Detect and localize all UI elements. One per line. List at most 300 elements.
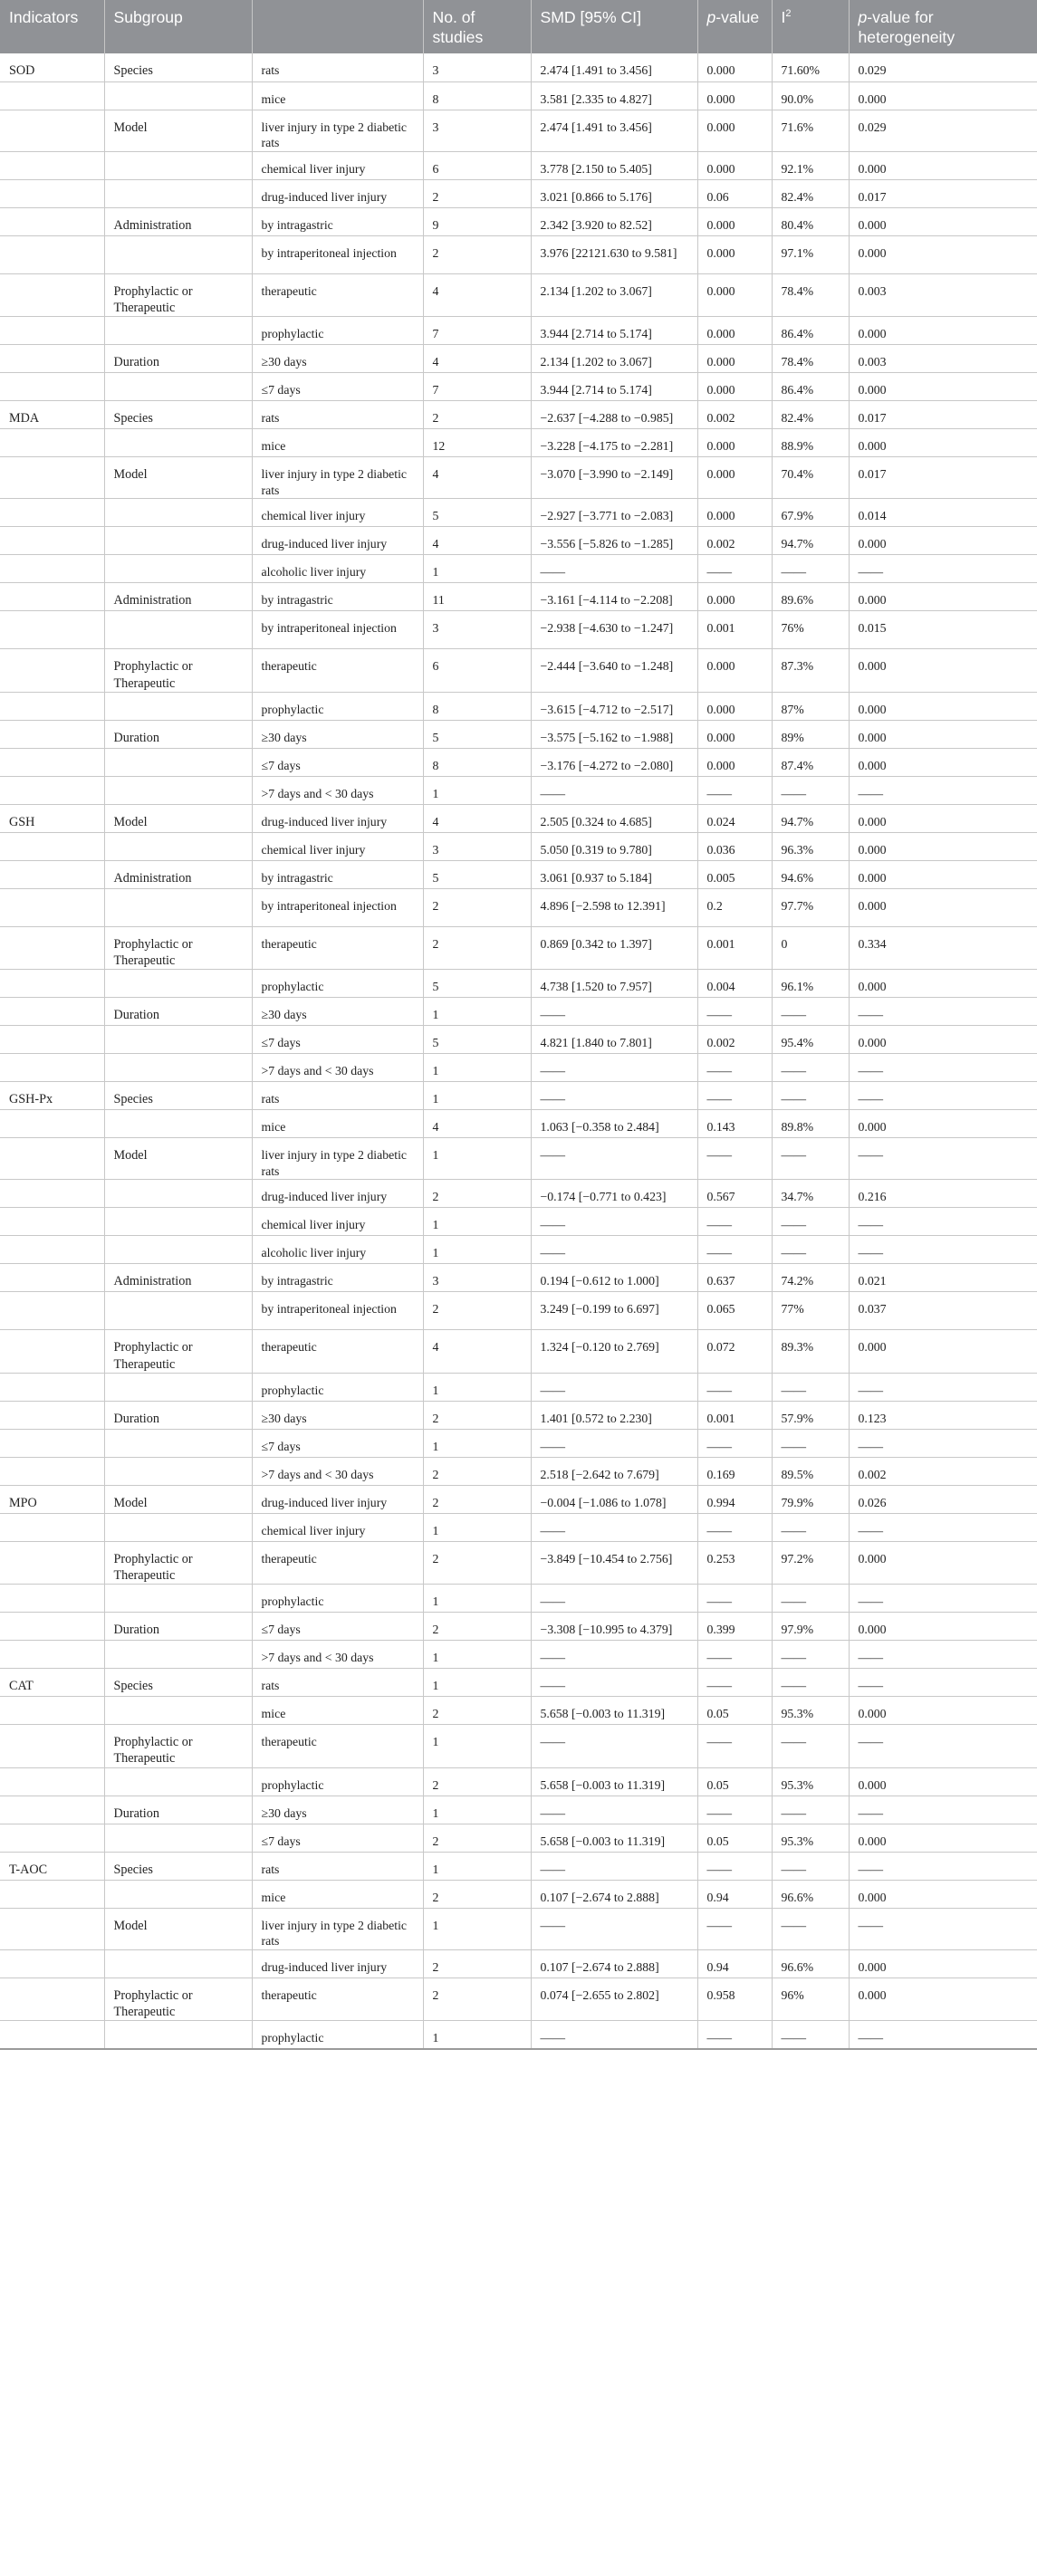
cell-p-value: 0.001 (697, 1401, 772, 1429)
cell-indicator (0, 1977, 104, 2020)
cell-level: rats (252, 1852, 423, 1880)
cell-studies: 2 (423, 1977, 531, 2020)
cell-p-value: —— (697, 1641, 772, 1669)
cell-p-value: 0.000 (697, 720, 772, 748)
cell-level: prophylactic (252, 1767, 423, 1796)
cell-smd: 2.134 [1.202 to 3.067] (531, 273, 697, 316)
cell-indicator (0, 1180, 104, 1208)
cell-smd: 0.074 [−2.655 to 2.802] (531, 1977, 697, 2020)
cell-indicator (0, 499, 104, 527)
cell-level: prophylactic (252, 317, 423, 345)
cell-i2: 89.8% (772, 1110, 849, 1138)
cell-p-value: 0.000 (697, 345, 772, 373)
cell-level: mice (252, 429, 423, 457)
cell-i2: 76% (772, 611, 849, 649)
cell-smd: 3.944 [2.714 to 5.174] (531, 317, 697, 345)
cell-level: prophylactic (252, 2021, 423, 2049)
cell-i2: 97.9% (772, 1613, 849, 1641)
cell-indicator (0, 2021, 104, 2049)
cell-subgroup: Duration (104, 1796, 252, 1824)
cell-subgroup (104, 1292, 252, 1330)
cell-indicator (0, 345, 104, 373)
cell-i2: —— (772, 776, 849, 804)
cell-level: drug-induced liver injury (252, 804, 423, 832)
cell-smd: 3.944 [2.714 to 5.174] (531, 373, 697, 401)
table-row (0, 1401, 1037, 1429)
cell-smd: —— (531, 1796, 697, 1824)
table-row (0, 81, 1037, 110)
table-row (0, 1292, 1037, 1330)
cell-indicator (0, 457, 104, 499)
cell-smd: 3.249 [−0.199 to 6.697] (531, 1292, 697, 1330)
cell-p-value: —— (697, 1852, 772, 1880)
cell-smd: —— (531, 1054, 697, 1082)
cell-smd: —— (531, 1725, 697, 1767)
cell-level: by intraperitoneal injection (252, 611, 423, 649)
table-row (0, 1767, 1037, 1796)
cell-studies: 2 (423, 1457, 531, 1485)
cell-level: therapeutic (252, 1725, 423, 1767)
cell-i2: —— (772, 2021, 849, 2049)
cell-p-value: —— (697, 2021, 772, 2049)
cell-indicator (0, 1054, 104, 1082)
table-row (0, 832, 1037, 860)
cell-indicator (0, 1208, 104, 1236)
col-header-studies (423, 0, 531, 53)
cell-smd: 1.401 [0.572 to 2.230] (531, 1401, 697, 1429)
cell-indicator (0, 179, 104, 207)
cell-studies: 2 (423, 1767, 531, 1796)
table-row (0, 1180, 1037, 1208)
table-row (0, 1236, 1037, 1264)
cell-subgroup: Species (104, 1082, 252, 1110)
cell-level: liver injury in type 2 diabetic rats (252, 457, 423, 499)
cell-level: ≤7 days (252, 748, 423, 776)
cell-indicator (0, 611, 104, 649)
cell-i2: 57.9% (772, 1401, 849, 1429)
cell-heterogeneity: 0.000 (858, 1623, 887, 1637)
cell-level: prophylactic (252, 692, 423, 720)
cell-smd: 2.505 [0.324 to 4.685] (531, 804, 697, 832)
cell-i2: 95.3% (772, 1824, 849, 1852)
cell-studies: 1 (423, 1054, 531, 1082)
cell-p-value: 0.637 (697, 1264, 772, 1292)
cell-p-value: —— (697, 1429, 772, 1457)
cell-i2: —— (772, 1054, 849, 1082)
cell-p-value: 0.000 (697, 317, 772, 345)
cell-subgroup (104, 970, 252, 998)
cell-subgroup: Prophylactic or Therapeutic (104, 1541, 252, 1584)
cell-smd: 5.050 [0.319 to 9.780] (531, 832, 697, 860)
cell-indicator: GSH (0, 804, 104, 832)
cell-level: ≥30 days (252, 720, 423, 748)
cell-studies: 5 (423, 970, 531, 998)
cell-smd: —— (531, 555, 697, 583)
table-row (0, 527, 1037, 555)
cell-indicator (0, 1292, 104, 1330)
cell-heterogeneity: 0.029 (858, 120, 887, 134)
cell-heterogeneity: 0.000 (858, 1959, 887, 1974)
cell-heterogeneity: 0.000 (858, 91, 887, 106)
cell-level: ≤7 days (252, 1824, 423, 1852)
cell-level: rats (252, 401, 423, 429)
cell-smd: 3.061 [0.937 to 5.184] (531, 860, 697, 888)
cell-level: by intraperitoneal injection (252, 888, 423, 926)
cell-p-value: 0.05 (697, 1824, 772, 1852)
cell-i2: 79.9% (772, 1485, 849, 1513)
cell-i2: 88.9% (772, 429, 849, 457)
cell-smd: 5.658 [−0.003 to 11.319] (531, 1767, 697, 1796)
cell-level: chemical liver injury (252, 832, 423, 860)
cell-indicator (0, 1026, 104, 1054)
cell-p-value: 0.000 (697, 273, 772, 316)
cell-level: mice (252, 1880, 423, 1908)
cell-level: drug-induced liver injury (252, 1949, 423, 1977)
cell-heterogeneity: 0.000 (858, 593, 887, 608)
cell-heterogeneity: 0.017 (858, 189, 887, 204)
cell-studies: 2 (423, 401, 531, 429)
cell-subgroup: Model (104, 457, 252, 499)
cell-heterogeneity: —— (858, 1862, 884, 1876)
table-row (0, 720, 1037, 748)
cell-i2: —— (772, 1725, 849, 1767)
cell-smd: 3.976 [22121.630 to 9.581] (531, 235, 697, 273)
cell-subgroup: Model (104, 110, 252, 151)
table-row (0, 748, 1037, 776)
cell-i2: 67.9% (772, 499, 849, 527)
cell-studies: 1 (423, 998, 531, 1026)
cell-i2: 82.4% (772, 401, 849, 429)
cell-level: ≤7 days (252, 373, 423, 401)
cell-smd: 4.896 [−2.598 to 12.391] (531, 888, 697, 926)
cell-heterogeneity: 0.000 (858, 245, 887, 260)
cell-i2: 77% (772, 1292, 849, 1330)
cell-level: rats (252, 1082, 423, 1110)
table-row (0, 1457, 1037, 1485)
cell-smd: −2.444 [−3.640 to −1.248] (531, 649, 697, 692)
cell-level: therapeutic (252, 926, 423, 969)
table-row (0, 926, 1037, 969)
cell-subgroup: Administration (104, 860, 252, 888)
cell-i2: 92.1% (772, 151, 849, 179)
cell-studies: 1 (423, 1513, 531, 1541)
cell-heterogeneity: —— (858, 565, 884, 579)
cell-heterogeneity: —— (858, 1246, 884, 1260)
cell-level: rats (252, 1669, 423, 1697)
cell-studies: 1 (423, 776, 531, 804)
cell-i2: 87% (772, 692, 849, 720)
cell-i2: 96.1% (772, 970, 849, 998)
cell-i2: 97.7% (772, 888, 849, 926)
col-header-p-italic: p (706, 8, 716, 26)
cell-p-value: —— (697, 1082, 772, 1110)
cell-studies: 1 (423, 1138, 531, 1180)
table-row (0, 1138, 1037, 1180)
cell-p-value: —— (697, 1513, 772, 1541)
cell-smd: —— (531, 1208, 697, 1236)
cell-indicator (0, 1373, 104, 1401)
table-row (0, 649, 1037, 692)
cell-i2: 89.3% (772, 1330, 849, 1373)
col-header-indicators (0, 0, 104, 53)
cell-smd: −3.308 [−10.995 to 4.379] (531, 1613, 697, 1641)
cell-level: chemical liver injury (252, 499, 423, 527)
cell-heterogeneity: 0.014 (858, 509, 887, 523)
cell-studies: 5 (423, 720, 531, 748)
cell-level: liver injury in type 2 diabetic rats (252, 110, 423, 151)
header-row (0, 0, 1037, 53)
cell-p-value: 0.567 (697, 1180, 772, 1208)
cell-studies: 5 (423, 1026, 531, 1054)
table-row (0, 692, 1037, 720)
cell-subgroup (104, 1208, 252, 1236)
table-row (0, 1669, 1037, 1697)
table-row (0, 1824, 1037, 1852)
cell-indicator (0, 1110, 104, 1138)
cell-i2: 74.2% (772, 1264, 849, 1292)
cell-p-value: 0.002 (697, 401, 772, 429)
cell-subgroup (104, 888, 252, 926)
cell-indicator (0, 692, 104, 720)
cell-i2: 71.6% (772, 110, 849, 151)
cell-studies: 7 (423, 373, 531, 401)
cell-smd: −3.556 [−5.826 to −1.285] (531, 527, 697, 555)
cell-level: by intragastric (252, 1264, 423, 1292)
cell-indicator (0, 207, 104, 235)
cell-studies: 2 (423, 1485, 531, 1513)
cell-subgroup: Prophylactic or Therapeutic (104, 1977, 252, 2020)
cell-subgroup: Prophylactic or Therapeutic (104, 926, 252, 969)
cell-i2: 82.4% (772, 179, 849, 207)
cell-level: >7 days and < 30 days (252, 776, 423, 804)
cell-i2: —— (772, 555, 849, 583)
cell-heterogeneity: —— (858, 786, 884, 800)
cell-indicator (0, 1585, 104, 1613)
cell-studies: 1 (423, 1852, 531, 1880)
cell-indicator (0, 81, 104, 110)
cell-heterogeneity: 0.000 (858, 1120, 887, 1135)
cell-smd: —— (531, 1513, 697, 1541)
cell-indicator (0, 1641, 104, 1669)
cell-p-value: 0.253 (697, 1541, 772, 1584)
cell-studies: 2 (423, 888, 531, 926)
cell-indicator (0, 110, 104, 151)
cell-studies: 4 (423, 457, 531, 499)
table-row (0, 1949, 1037, 1977)
table-row (0, 401, 1037, 429)
cell-p-value: 0.072 (697, 1330, 772, 1373)
cell-p-value: 0.002 (697, 1026, 772, 1054)
cell-heterogeneity: —— (858, 1383, 884, 1397)
table-row (0, 888, 1037, 926)
cell-heterogeneity: 0.017 (858, 467, 887, 482)
cell-heterogeneity: 0.000 (858, 1551, 887, 1566)
cell-heterogeneity: 0.029 (858, 63, 887, 77)
cell-subgroup (104, 499, 252, 527)
cell-i2: 94.7% (772, 804, 849, 832)
cell-studies: 4 (423, 804, 531, 832)
cell-indicator: T-AOC (0, 1852, 104, 1880)
cell-level: ≤7 days (252, 1429, 423, 1457)
col-header-p-value (697, 0, 772, 53)
cell-studies: 1 (423, 1082, 531, 1110)
cell-heterogeneity: 0.000 (858, 730, 887, 744)
cell-heterogeneity: 0.000 (858, 1036, 887, 1050)
table-row (0, 345, 1037, 373)
cell-level: mice (252, 81, 423, 110)
cell-heterogeneity: —— (858, 1523, 884, 1537)
cell-subgroup (104, 611, 252, 649)
cell-indicator (0, 1697, 104, 1725)
table-row (0, 860, 1037, 888)
cell-level: mice (252, 1697, 423, 1725)
cell-subgroup (104, 748, 252, 776)
cell-p-value: 0.958 (697, 1977, 772, 2020)
cell-p-value: 0.000 (697, 583, 772, 611)
cell-i2: 70.4% (772, 457, 849, 499)
table-row (0, 1485, 1037, 1513)
cell-subgroup (104, 1585, 252, 1613)
table-row (0, 611, 1037, 649)
cell-indicator (0, 373, 104, 401)
cell-smd: 2.474 [1.491 to 3.456] (531, 53, 697, 81)
cell-studies: 12 (423, 429, 531, 457)
cell-subgroup (104, 1026, 252, 1054)
cell-smd: −3.176 [−4.272 to −2.080] (531, 748, 697, 776)
cell-subgroup: Model (104, 804, 252, 832)
cell-subgroup: Model (104, 1908, 252, 1949)
table-row (0, 179, 1037, 207)
table-row (0, 2021, 1037, 2049)
cell-level: chemical liver injury (252, 1208, 423, 1236)
cell-i2: —— (772, 1908, 849, 1949)
cell-i2: 71.60% (772, 53, 849, 81)
cell-studies: 8 (423, 692, 531, 720)
cell-p-value: 0.000 (697, 81, 772, 110)
cell-studies: 3 (423, 832, 531, 860)
cell-smd: −0.174 [−0.771 to 0.423] (531, 1180, 697, 1208)
cell-smd: 1.324 [−0.120 to 2.769] (531, 1330, 697, 1373)
cell-smd: —— (531, 1138, 697, 1180)
cell-i2: —— (772, 1669, 849, 1697)
cell-indicator (0, 429, 104, 457)
cell-subgroup (104, 1949, 252, 1977)
cell-studies: 3 (423, 110, 531, 151)
cell-smd: —— (531, 1669, 697, 1697)
table-row (0, 429, 1037, 457)
cell-level: therapeutic (252, 1541, 423, 1584)
cell-level: by intragastric (252, 207, 423, 235)
cell-indicator (0, 748, 104, 776)
cell-p-value: 0.94 (697, 1949, 772, 1977)
cell-heterogeneity: 0.037 (858, 1302, 887, 1317)
cell-indicator (0, 776, 104, 804)
cell-smd: 2.474 [1.491 to 3.456] (531, 110, 697, 151)
cell-subgroup: Model (104, 1485, 252, 1513)
cell-p-value: 0.001 (697, 926, 772, 969)
cell-level: therapeutic (252, 1330, 423, 1373)
cell-p-value: —— (697, 555, 772, 583)
table-row (0, 998, 1037, 1026)
cell-indicator (0, 317, 104, 345)
cell-studies: 2 (423, 1949, 531, 1977)
cell-i2: 78.4% (772, 273, 849, 316)
cell-smd: —— (531, 1373, 697, 1401)
cell-subgroup: Duration (104, 998, 252, 1026)
cell-i2: —— (772, 998, 849, 1026)
cell-studies: 9 (423, 207, 531, 235)
cell-smd: —— (531, 1908, 697, 1949)
cell-heterogeneity: 0.003 (858, 283, 887, 298)
cell-p-value: 0.000 (697, 151, 772, 179)
cell-indicator: MPO (0, 1485, 104, 1513)
cell-smd: −3.849 [−10.454 to 2.756] (531, 1541, 697, 1584)
cell-level: by intraperitoneal injection (252, 1292, 423, 1330)
cell-indicator (0, 1330, 104, 1373)
cell-indicator: GSH-Px (0, 1082, 104, 1110)
cell-indicator (0, 1949, 104, 1977)
cell-subgroup (104, 1054, 252, 1082)
cell-subgroup: Administration (104, 583, 252, 611)
table-row (0, 804, 1037, 832)
cell-heterogeneity: 0.017 (858, 411, 887, 426)
cell-subgroup (104, 555, 252, 583)
table-row (0, 235, 1037, 273)
cell-subgroup (104, 1641, 252, 1669)
cell-subgroup: Prophylactic or Therapeutic (104, 1725, 252, 1767)
cell-p-value: 0.000 (697, 53, 772, 81)
cell-i2: 87.3% (772, 649, 849, 692)
cell-i2: 97.1% (772, 235, 849, 273)
cell-i2: 78.4% (772, 345, 849, 373)
cell-subgroup: Duration (104, 1401, 252, 1429)
cell-indicator (0, 649, 104, 692)
cell-indicator (0, 1513, 104, 1541)
cell-i2: 86.4% (772, 373, 849, 401)
cell-studies: 3 (423, 611, 531, 649)
cell-i2: 95.4% (772, 1026, 849, 1054)
cell-i2: 95.3% (772, 1697, 849, 1725)
cell-indicator (0, 1908, 104, 1949)
cell-smd: −0.004 [−1.086 to 1.078] (531, 1485, 697, 1513)
cell-heterogeneity: —— (858, 1064, 884, 1078)
cell-heterogeneity: 0.000 (858, 439, 887, 454)
table-row (0, 273, 1037, 316)
col-header-ph-italic: p (858, 8, 868, 26)
cell-studies: 1 (423, 1585, 531, 1613)
cell-level: drug-induced liver injury (252, 179, 423, 207)
table-row (0, 1852, 1037, 1880)
cell-indicator (0, 720, 104, 748)
cell-smd: −2.637 [−4.288 to −0.985] (531, 401, 697, 429)
cell-studies: 3 (423, 1264, 531, 1292)
cell-p-value: 0.000 (697, 110, 772, 151)
cell-heterogeneity: 0.000 (858, 327, 887, 341)
cell-i2: 87.4% (772, 748, 849, 776)
cell-studies: 4 (423, 527, 531, 555)
cell-indicator (0, 235, 104, 273)
cell-studies: 2 (423, 1292, 531, 1330)
cell-studies: 11 (423, 583, 531, 611)
cell-studies: 1 (423, 2021, 531, 2049)
col-header-smd (531, 0, 697, 53)
cell-heterogeneity: —— (858, 2031, 884, 2045)
cell-p-value: 0.399 (697, 1613, 772, 1641)
cell-studies: 6 (423, 151, 531, 179)
cell-p-value: 0.06 (697, 179, 772, 207)
cell-heterogeneity: 0.000 (858, 898, 887, 913)
cell-subgroup (104, 692, 252, 720)
